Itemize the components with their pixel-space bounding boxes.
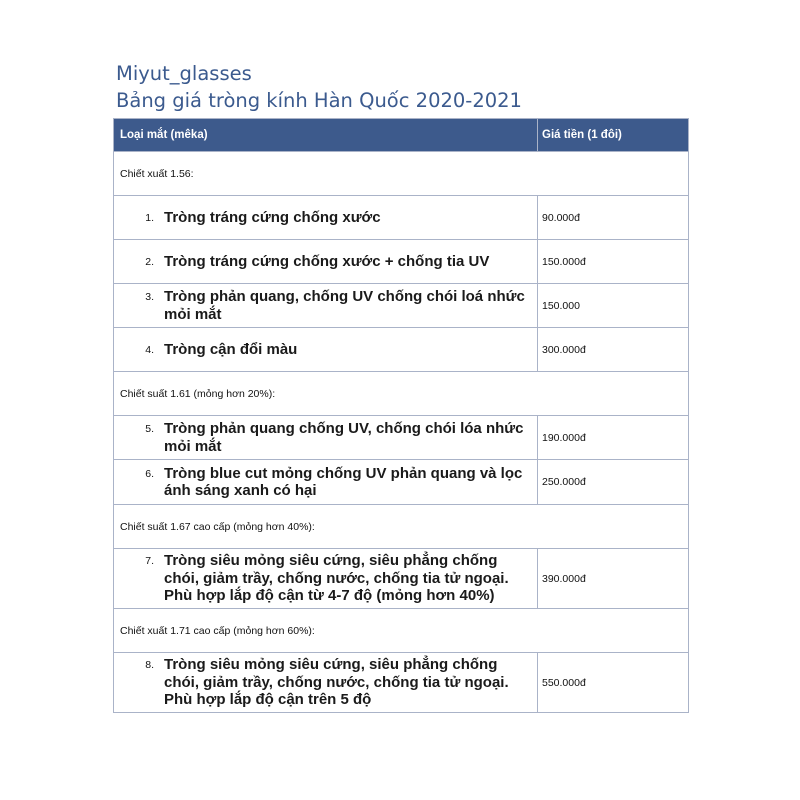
section-row: [114, 372, 689, 416]
table-row: [114, 196, 689, 240]
table-row: [114, 549, 689, 609]
section-label: Chiết suất 1.67 cao cấp (mỏng hơn 40%):: [114, 505, 689, 549]
item-number: 7.: [145, 555, 154, 568]
item-description: Tròng cận đổi màu: [164, 340, 298, 358]
item-number: 5.: [145, 423, 154, 435]
table-header-row: [114, 119, 689, 152]
table-row: [114, 284, 689, 328]
section-row: [114, 152, 689, 196]
item-price: 190.000đ: [538, 416, 689, 460]
item-description: Tròng siêu mỏng siêu cứng, siêu phẳng chống chói, giảm trầy, chống nước, chống tia tử ngoại. Phù hợp lắp độ cận từ 4-7 độ (mỏng hơn 40%): [164, 552, 509, 605]
section-label: Chiết xuất 1.56:: [114, 152, 689, 196]
item-description: Tròng tráng cứng chống xước + chống tia UV: [164, 252, 490, 270]
column-header-type: Loại mắt (mêka): [114, 119, 538, 152]
section-row: [114, 609, 689, 653]
section-label: Chiết suất 1.61 (mỏng hơn 20%):: [114, 372, 689, 416]
item-description: Tròng blue cut mỏng chống UV phản quang và lọc ánh sáng xanh có hại: [164, 464, 523, 499]
section-label: Chiết xuất 1.71 cao cấp (mỏng hơn 60%):: [114, 609, 689, 653]
item-description: Tròng siêu mỏng siêu cứng, siêu phẳng chống chói, giảm trầy, chống nước, chống tia tử ngoại. Phù hợp lắp độ cận trên 5 độ: [164, 656, 509, 709]
table-row: [114, 653, 689, 713]
table-row: [114, 240, 689, 284]
section-row: [114, 505, 689, 549]
table-row: [114, 328, 689, 372]
item-price: 390.000đ: [538, 549, 689, 609]
table-row: [114, 460, 689, 505]
price-table: [113, 118, 689, 713]
item-description: Tròng phản quang, chống UV chống chói loá nhức mỏi mắt: [164, 288, 525, 323]
document-heading: [116, 60, 716, 114]
item-number: 8.: [145, 659, 154, 672]
item-description: Tròng tráng cứng chống xước: [164, 208, 381, 226]
item-price: 150.000đ: [538, 240, 689, 284]
item-price: 550.000đ: [538, 653, 689, 713]
item-number: 3.: [145, 291, 154, 303]
item-number: 1.: [145, 211, 154, 224]
item-number: 2.: [145, 255, 154, 268]
column-header-price: Giá tiền (1 đôi): [538, 119, 689, 152]
document-title: Bảng giá tròng kính Hàn Quốc 2020-2021: [116, 89, 522, 112]
item-number: 4.: [145, 343, 154, 356]
item-price: 300.000đ: [538, 328, 689, 372]
item-description: Tròng phản quang chống UV, chống chói lóa nhức mỏi mắt: [164, 420, 524, 455]
item-number: 6.: [145, 467, 154, 480]
brand-name: Miyut_glasses: [116, 62, 252, 85]
item-price: 90.000đ: [538, 196, 689, 240]
table-row: [114, 416, 689, 460]
item-price: 150.000: [538, 284, 689, 328]
item-price: 250.000đ: [538, 460, 689, 505]
